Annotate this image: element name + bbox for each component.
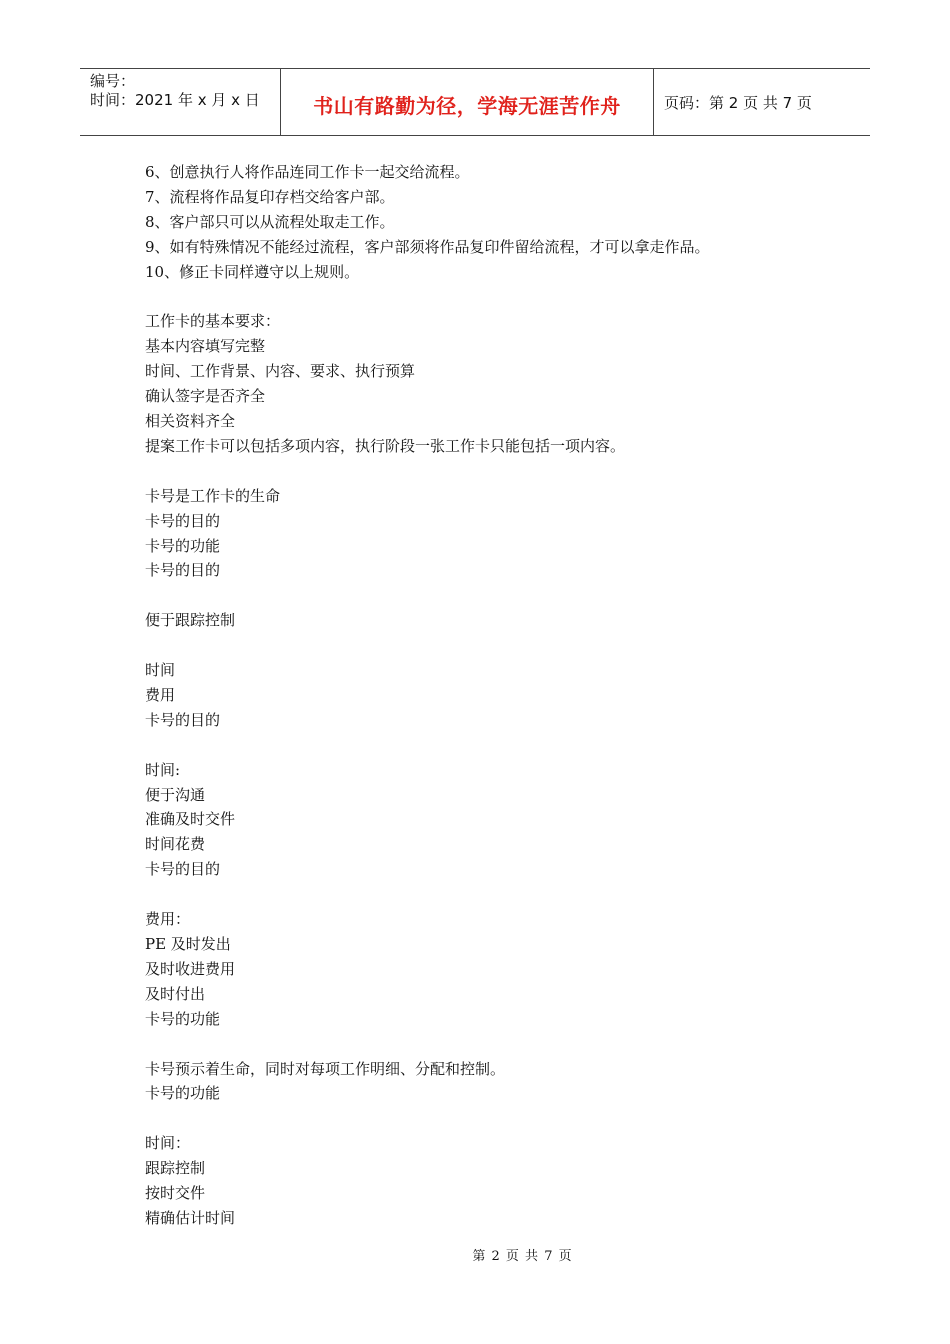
body-line: 时间花费 [145,835,206,854]
body-line: 工作卡的基本要求： [145,312,281,331]
body-line: 提案工作卡可以包括多项内容，执行阶段一张工作卡只能包括一项内容。 [145,436,626,455]
body-line: 卡号的功能 [145,536,221,555]
body-line: 基本内容填写完整 [145,337,266,356]
body-line: 相关资料齐全 [145,412,236,431]
body-line: 费用： [145,910,191,929]
body-line: 8、客户部只可以从流程处取走工作。 [145,212,395,231]
blank-line [145,633,845,658]
blank-line [145,1032,845,1057]
page-footer [0,1245,950,1264]
body-line: 确认签字是否齐全 [145,387,266,406]
header-motto: 书山有路勤为径，学海无涯苦作舟 [281,69,654,135]
blank-line [145,1106,845,1131]
body-line: 跟踪控制 [145,1159,206,1178]
body-line: 6、创意执行人将作品连同工作卡一起交给流程。 [145,163,470,181]
header-page-info: 页码：第 2 页 共 7 页 [664,93,812,112]
body-line: 费用 [145,685,176,704]
body-line: 按时交件 [145,1184,206,1203]
body-line: 便于跟踪控制 [145,611,236,630]
body-line: 及时收进费用 [145,959,236,978]
body-line: 卡号是工作卡的生命 [145,486,281,505]
blank-line [145,733,845,758]
body-line: 时间 [145,661,176,680]
header-meta [80,69,281,135]
document-body [145,160,845,1231]
body-line: 卡号的目的 [145,561,221,580]
body-line: 卡号的功能 [145,1084,221,1103]
body-line: 卡号的目的 [145,710,221,729]
body-line: 卡号的目的 [145,860,221,879]
body-line: 7、流程将作品复印存档交给客户部。 [145,187,395,206]
page-header [80,68,870,136]
body-line: 及时付出 [145,984,206,1003]
blank-line [145,882,845,907]
body-line: 准确及时交件 [145,810,236,829]
document-number-label: 编号： [90,72,136,90]
body-line: 10、修正卡同样遵守以上规则。 [145,262,360,281]
body-line: 卡号的目的 [145,511,221,530]
document-date: 时间：2021 年 x 月 x 日 [90,91,260,109]
footer-page-number: 第 2 页 共 7 页 [472,1249,573,1264]
body-line: 卡号的功能 [145,1009,221,1028]
body-line: 9、如有特殊情况不能经过流程，客户部须将作品复印件留给流程，才可以拿走作品。 [145,237,710,256]
body-line: 卡号预示着生命，同时对每项工作明细、分配和控制。 [145,1059,506,1078]
body-line: PE 及时发出 [145,935,231,953]
blank-line [145,459,845,484]
body-line: 便于沟通 [145,785,206,804]
blank-line [145,583,845,608]
body-line: 时间： [145,1134,191,1153]
body-line: 时间、工作背景、内容、要求、执行预算 [145,362,416,381]
body-line: 精确估计时间 [145,1208,236,1227]
blank-line [145,285,845,310]
body-line: 时间: [145,760,181,779]
